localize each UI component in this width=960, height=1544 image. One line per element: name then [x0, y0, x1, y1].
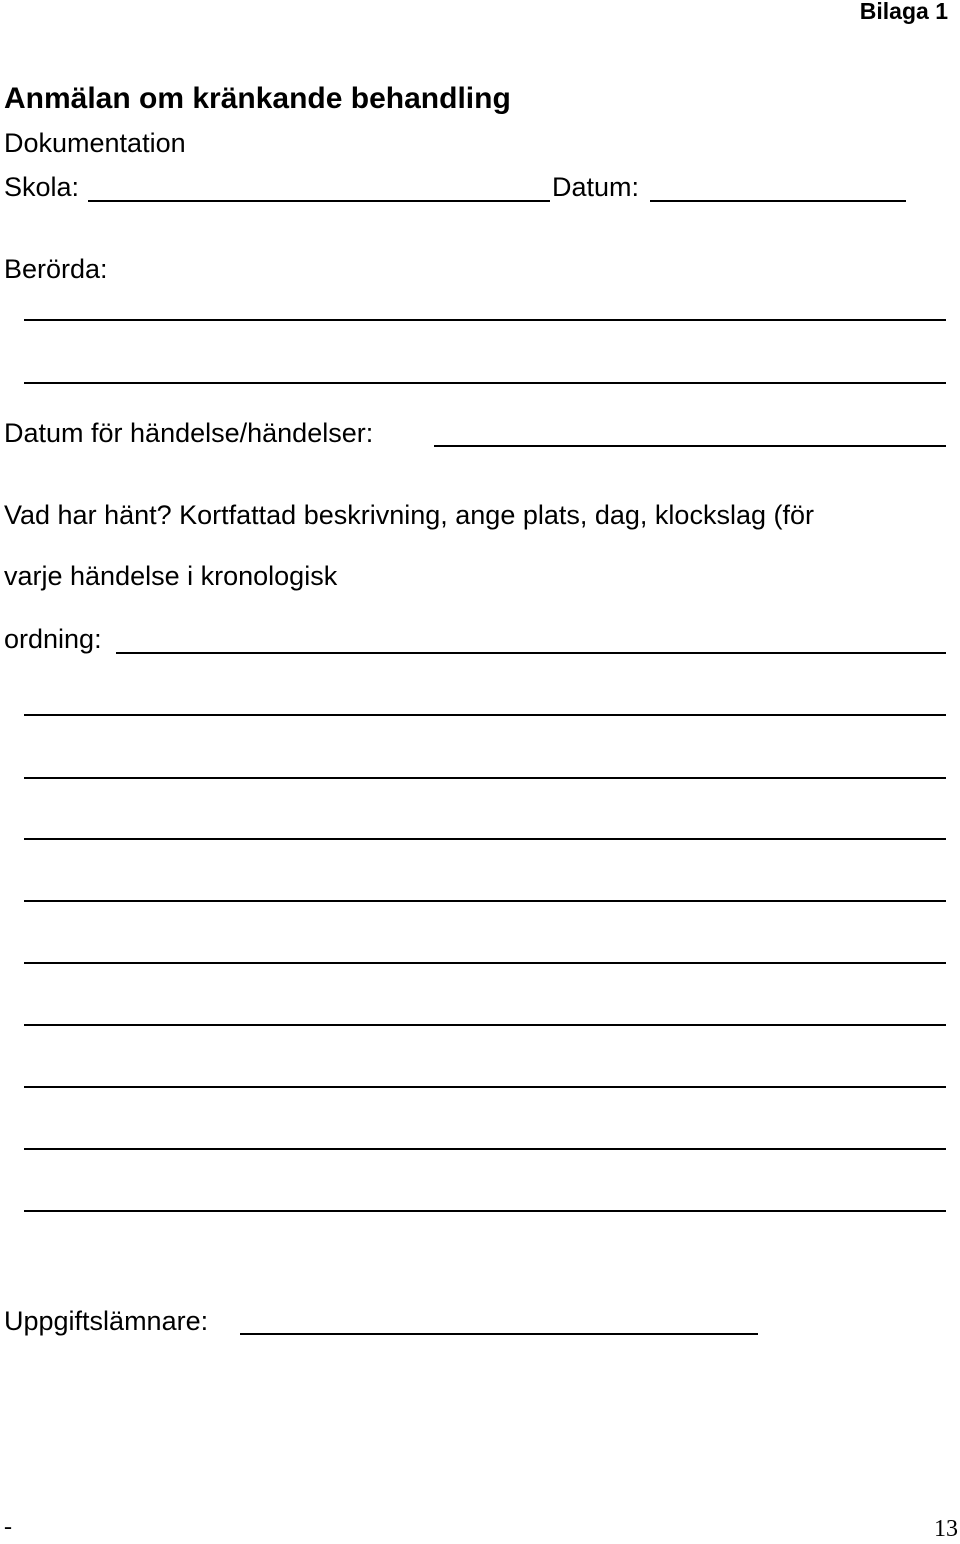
- school-field-line[interactable]: [88, 200, 550, 202]
- event-date-label: Datum för händelse/händelser:: [4, 418, 374, 448]
- description-field-line-1[interactable]: [116, 652, 946, 654]
- date-label: Datum:: [552, 172, 640, 202]
- description-field-line-5[interactable]: [24, 900, 946, 902]
- form-subtitle: Dokumentation: [4, 128, 186, 158]
- event-date-field-line[interactable]: [434, 445, 946, 447]
- description-field-line-6[interactable]: [24, 962, 946, 964]
- description-field-line-3[interactable]: [24, 777, 946, 779]
- affected-field-line-2[interactable]: [24, 382, 946, 384]
- footer-dash: -: [4, 1514, 12, 1540]
- reporter-label: Uppgiftslämnare:: [4, 1306, 209, 1336]
- affected-field-line-1[interactable]: [24, 319, 946, 321]
- page-number: 13: [934, 1516, 958, 1542]
- description-field-line-7[interactable]: [24, 1024, 946, 1026]
- description-field-line-10[interactable]: [24, 1210, 946, 1212]
- affected-label: Berörda:: [4, 254, 108, 284]
- description-field-line-2[interactable]: [24, 714, 946, 716]
- description-instruction-line-3: ordning:: [4, 624, 102, 654]
- description-field-line-4[interactable]: [24, 838, 946, 840]
- description-field-line-8[interactable]: [24, 1086, 946, 1088]
- date-field-line[interactable]: [650, 200, 906, 202]
- attachment-label: Bilaga 1: [859, 0, 948, 24]
- school-label: Skola:: [4, 172, 80, 202]
- reporter-field-line[interactable]: [240, 1333, 758, 1335]
- description-instruction-line-1: Vad har hänt? Kortfattad beskrivning, ange plats, dag, klockslag (för: [4, 500, 814, 530]
- form-title: Anmälan om kränkande behandling: [4, 82, 511, 115]
- description-instruction-line-2: varje händelse i kronologisk: [4, 561, 338, 591]
- description-field-line-9[interactable]: [24, 1148, 946, 1150]
